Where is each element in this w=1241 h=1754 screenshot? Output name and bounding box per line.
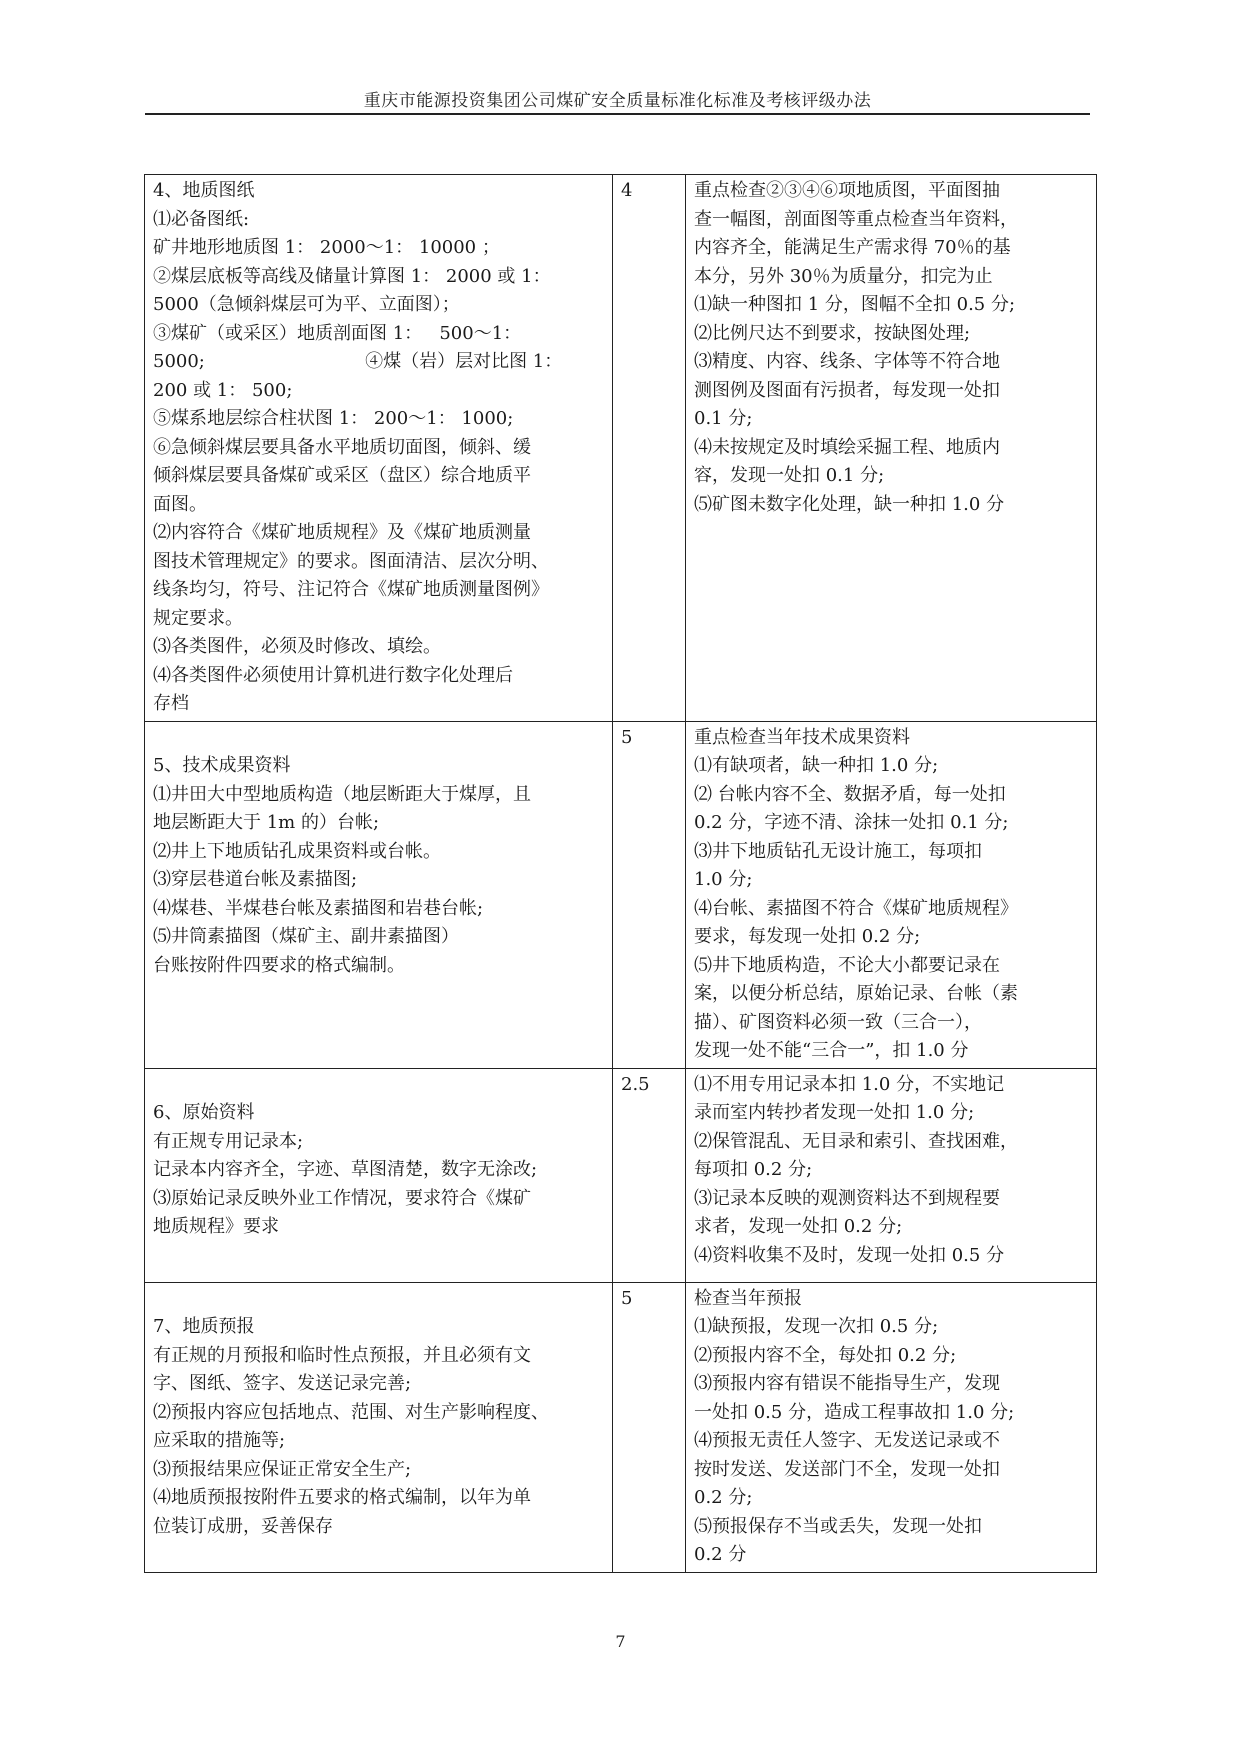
content-line: 存档: [153, 693, 189, 714]
score-cell: [613, 175, 686, 722]
standards-table-body: [145, 175, 1097, 1573]
method-line: ⑵ 台帐内容不全、数据矛盾，每一处扣: [694, 783, 1006, 805]
content-line: [153, 1071, 604, 1100]
table-row-geology-maps: [145, 175, 1097, 722]
method-cell: [686, 1068, 1097, 1282]
content-line: 200 或 1： 500;: [153, 379, 293, 401]
method-line: ⑵保管混乱、无目录和索引、查找困难，: [694, 1130, 1018, 1152]
content-line: 7、地质预报: [153, 1316, 255, 1337]
method-line: ⑸井下地质构造，不论大小都要记录在: [694, 954, 1000, 976]
content-line: ⑶原始记录反映外业工作情况，要求符合《煤矿: [153, 1187, 531, 1209]
method-line: 0.1 分;: [694, 408, 753, 429]
method-line: ⑸预报保存不当或丢失，发现一处扣: [694, 1515, 982, 1537]
method-cell: [686, 1282, 1097, 1572]
method-line: 1.0 分;: [694, 869, 753, 890]
method-line: 发现一处不能“三合一”，扣 1.0 分: [694, 1040, 969, 1061]
method-line: 一处扣 0.5 分，造成工程事故扣 1.0 分;: [694, 1401, 1015, 1423]
method-line: 描）、矿图资料必须一致（三合一），: [694, 1011, 982, 1033]
content-line: 规定要求。: [153, 607, 243, 629]
content-line: 矿井地形地质图 1： 2000～1： 10000 ；: [153, 237, 500, 258]
method-line: 案，以便分析总结，原始记录、台帐（素: [694, 983, 1018, 1004]
method-line: ⑴有缺项者，缺一种扣 1.0 分;: [694, 755, 939, 776]
content-cell: [145, 1282, 613, 1572]
method-line: 录而室内转抄者发现一处扣 1.0 分;: [694, 1102, 975, 1123]
method-line: 0.2 分;: [694, 1487, 753, 1508]
content-cell: [145, 175, 613, 722]
content-line: [153, 1285, 604, 1314]
content-line: ⑷各类图件必须使用计算机进行数字化处理后: [153, 664, 513, 686]
content-line: 字、图纸、签字、发送记录完善;: [153, 1373, 412, 1394]
method-line: ⑴缺一种图扣 1 分，图幅不全扣 0.5 分;: [694, 294, 1016, 315]
content-line: 4、地质图纸: [153, 180, 255, 201]
method-line: 内容齐全，能满足生产需求得 70％的基: [694, 237, 1011, 258]
table-row-geology-forecast: [145, 1282, 1097, 1572]
table-row-original-records: [145, 1068, 1097, 1282]
page-header-title: 重庆市能源投资集团公司煤矿安全质量标准化标准及考核评级办法: [363, 91, 872, 111]
content-line: 台账按附件四要求的格式编制。: [153, 954, 405, 976]
content-line: 位装订成册，妥善保存: [153, 1515, 333, 1537]
content-line: ⑵内容符合《煤矿地质规程》及《煤矿地质测量: [153, 522, 531, 543]
method-line: ⑶记录本反映的观测资料达不到规程要: [694, 1187, 1000, 1209]
method-line: 0.2 分，字迹不清、涂抹一处扣 0.1 分;: [694, 812, 1009, 833]
method-line: 查一幅图，剖面图等重点检查当年资料，: [694, 208, 1018, 230]
header-divider: [145, 113, 1090, 115]
content-line: ⑸井筒素描图（煤矿主、副井素描图）: [153, 926, 459, 947]
method-line: ⑷预报无责任人签字、无发送记录或不: [694, 1430, 1000, 1451]
score-cell: [613, 721, 686, 1068]
score-value: 5: [621, 1287, 633, 1309]
content-cell: [145, 721, 613, 1068]
method-line: 重点检查当年技术成果资料: [694, 726, 910, 748]
content-line: 图技术管理规定》的要求。图面清洁、层次分明、: [153, 550, 549, 572]
method-line: ⑷资料收集不及时，发现一处扣 0.5 分: [694, 1244, 1005, 1266]
content-line: 应采取的措施等;: [153, 1430, 286, 1451]
method-line: ⑴不用专用记录本扣 1.0 分，不实地记: [694, 1073, 1005, 1095]
method-line: ⑸矿图未数字化处理，缺一种扣 1.0 分: [694, 493, 1005, 515]
method-line: ⑴缺预报，发现一次扣 0.5 分;: [694, 1316, 939, 1337]
score-cell: [613, 1068, 686, 1282]
content-line: ⑵井上下地质钻孔成果资料或台帐。: [153, 840, 441, 862]
content-line: 有正规专用记录本;: [153, 1130, 304, 1152]
method-line: 重点检查②③④⑥项地质图，平面图抽: [694, 180, 1000, 201]
content-line: ⑴井田大中型地质构造（地层断距大于煤厚，且: [153, 783, 531, 805]
content-line: 5000（急倾斜煤层可为平、立面图）；: [153, 294, 460, 315]
content-line: ⑷煤巷、半煤巷台帐及素描图和岩巷台帐;: [153, 897, 484, 919]
method-line: 0.2 分: [694, 1544, 747, 1565]
content-line: ⑶各类图件，必须及时修改、填绘。: [153, 636, 441, 657]
method-line: ⑵预报内容不全，每处扣 0.2 分;: [694, 1344, 957, 1366]
content-line: ⑥急倾斜煤层要具备水平地质切面图，倾斜、缓: [153, 436, 531, 458]
content-cell: [145, 1068, 613, 1282]
content-line: [153, 724, 604, 753]
content-line: 记录本内容齐全，字迹、草图清楚，数字无涂改;: [153, 1159, 538, 1180]
score-value: 2.5: [621, 1073, 650, 1095]
content-line: 有正规的月预报和临时性点预报，并且必须有文: [153, 1344, 531, 1366]
method-cell: [686, 175, 1097, 722]
standards-table: [144, 174, 1097, 1573]
content-line: ⑴必备图纸:: [153, 208, 250, 230]
content-line: ⑤煤系地层综合柱状图 1： 200～1： 1000;: [153, 408, 514, 429]
method-line: ⑶预报内容有错误不能指导生产，发现: [694, 1373, 1000, 1394]
method-line: 容，发现一处扣 0.1 分;: [694, 465, 885, 486]
method-cell: [686, 721, 1097, 1068]
method-line: 测图例及图面有污损者，每发现一处扣: [694, 379, 1000, 401]
content-line: 面图。: [153, 493, 207, 515]
method-line: ⑵比例尺达不到要求，按缺图处理;: [694, 322, 971, 344]
content-line: ⑶预报结果应保证正常安全生产;: [153, 1458, 412, 1480]
content-line: ⑷地质预报按附件五要求的格式编制，以年为单: [153, 1487, 531, 1508]
content-line: 倾斜煤层要具备煤矿或采区（盘区）综合地质平: [153, 465, 531, 486]
content-line: ③煤矿（或采区）地质剖面图 1： 500～1：: [153, 322, 522, 344]
method-line: 检查当年预报: [694, 1287, 802, 1309]
method-line: 按时发送、发送部门不全，发现一处扣: [694, 1458, 1000, 1480]
method-line: 本分，另外 30％为质量分，扣完为止: [694, 265, 993, 287]
content-line: 地质规程》要求: [153, 1216, 279, 1237]
page-number: 7: [615, 1632, 626, 1651]
method-line: 求者，发现一处扣 0.2 分;: [694, 1216, 903, 1237]
score-value: 5: [621, 726, 633, 748]
content-line: 5、技术成果资料: [153, 755, 291, 776]
method-line: ⑷台帐、素描图不符合《煤矿地质规程》: [694, 897, 1018, 919]
content-line: ②煤层底板等高线及储量计算图 1： 2000 或 1：: [153, 265, 551, 287]
content-line: 6、原始资料: [153, 1102, 255, 1123]
content-line: 线条均匀，符号、注记符合《煤矿地质测量图例》: [153, 579, 549, 600]
content-line: ⑶穿层巷道台帐及素描图;: [153, 869, 358, 890]
content-line: 5000; ④煤（岩）层对比图 1：: [153, 351, 563, 372]
method-line: 每项扣 0.2 分;: [694, 1159, 813, 1180]
method-line: ⑶精度、内容、线条、字体等不符合地: [694, 351, 1000, 372]
method-line: ⑶井下地质钻孔无设计施工，每项扣: [694, 840, 982, 862]
method-line: 要求，每发现一处扣 0.2 分;: [694, 926, 921, 947]
score-value: 4: [621, 180, 633, 201]
content-line: 地层断距大于 1m 的）台帐;: [153, 812, 380, 833]
score-cell: [613, 1282, 686, 1572]
table-row-technical-results: [145, 721, 1097, 1068]
method-line: ⑷未按规定及时填绘采掘工程、地质内: [694, 436, 1000, 458]
content-line: ⑵预报内容应包括地点、范围、对生产影响程度、: [153, 1401, 549, 1423]
